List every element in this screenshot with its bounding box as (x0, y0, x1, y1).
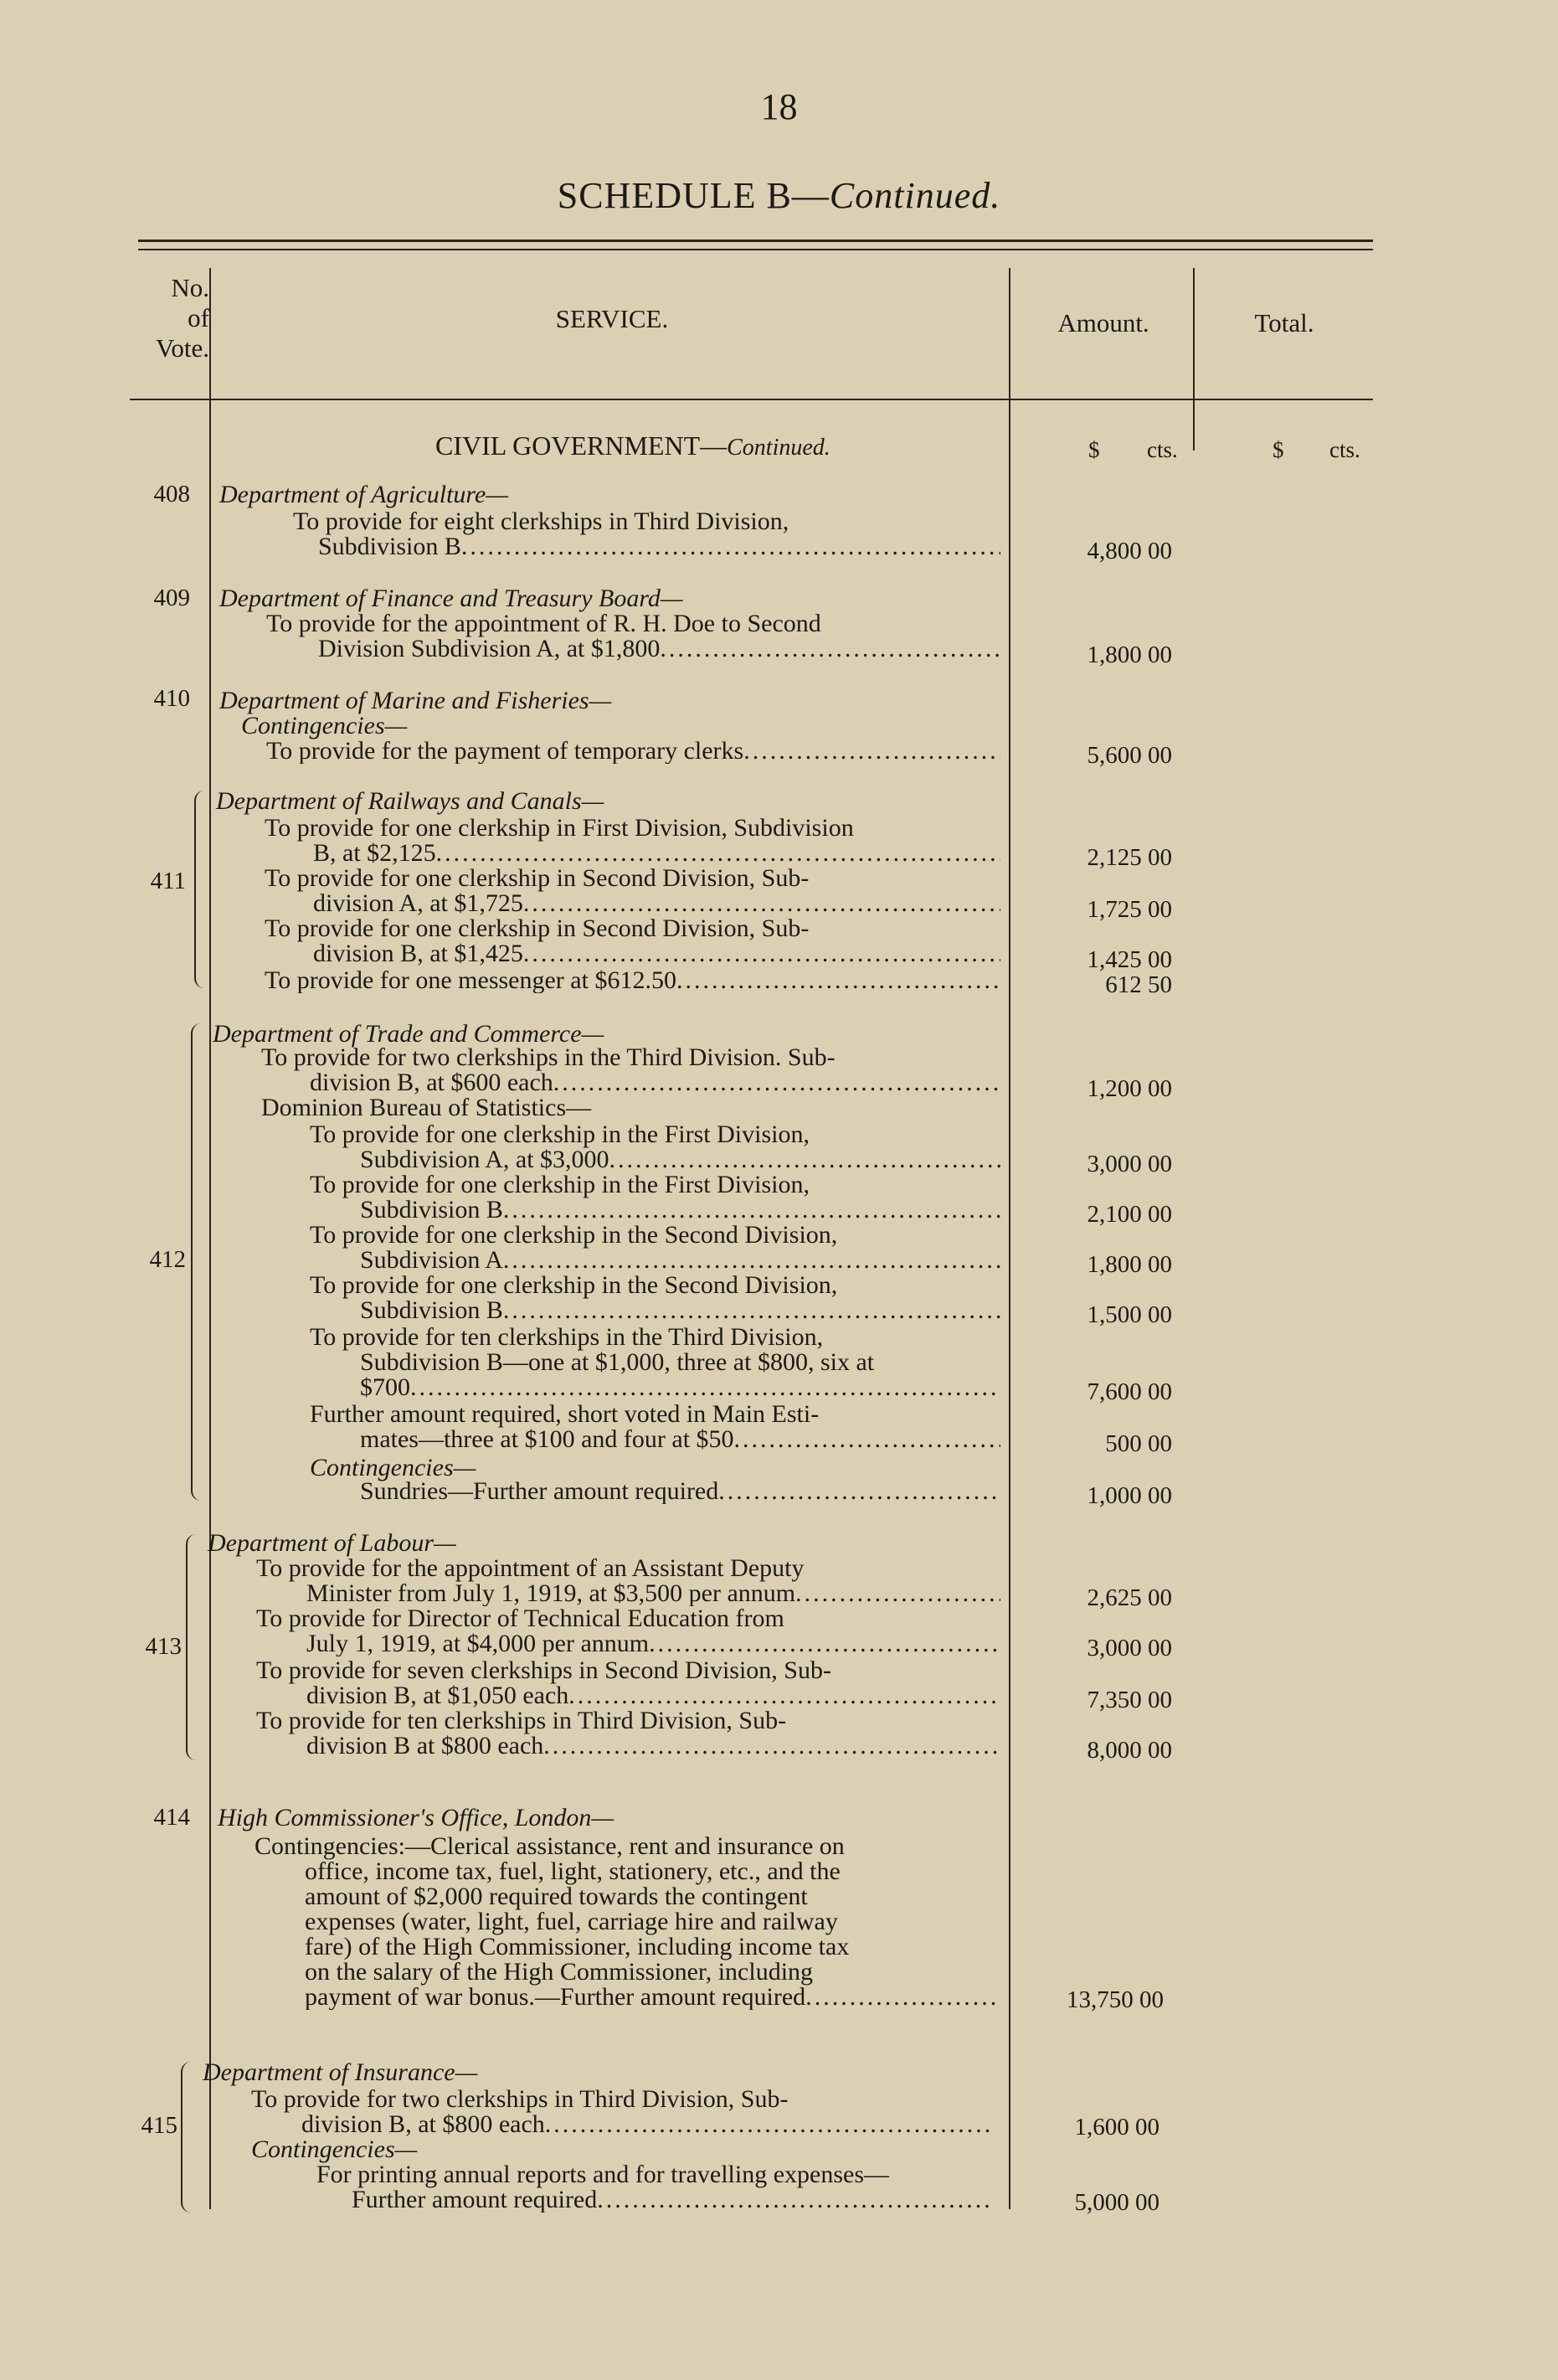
service-line: To provide for one clerkship in the Second Division, (310, 1271, 838, 1299)
service-line-text: To provide for the payment of temporary clerks (266, 739, 744, 764)
header-total: Total. (1254, 308, 1314, 337)
dot-leader (461, 534, 1000, 559)
amount-value: 612 50 (1105, 971, 1172, 998)
service-line-leader (305, 1985, 1000, 2010)
dot-leader (676, 968, 1000, 993)
vote-brace (194, 791, 204, 988)
dot-leader (660, 636, 1000, 662)
section-title (435, 430, 830, 461)
service-line-text: division B at $800 each (306, 1733, 544, 1759)
service-line: To provide for two clerkships in Third Division, Sub- (251, 2085, 789, 2113)
service-line: fare) of the High Commissioner, including income tax (305, 1933, 850, 1960)
service-line: To provide for ten clerkships in the Third Division, (310, 1323, 824, 1351)
service-line: To provide for one clerkship in Second Division, Sub- (265, 864, 810, 892)
service-line: expenses (water, light, fuel, carriage hire and railway (305, 1908, 838, 1935)
service-line: To provide for one clerkship in the First Division, (310, 1120, 810, 1148)
department-heading: Department of Agriculture— (219, 481, 508, 508)
amount-value: 1,725 00 (1087, 896, 1172, 923)
service-line-leader (301, 2112, 992, 2137)
service-line-leader (313, 891, 1000, 916)
amount-value: 2,100 00 (1087, 1201, 1172, 1228)
service-line-text: division B, at $1,050 each (306, 1683, 569, 1708)
department-heading: Department of Finance and Treasury Board— (219, 585, 683, 612)
dot-leader (743, 739, 1000, 764)
service-line-leader (360, 1248, 1000, 1273)
dot-leader (568, 1683, 1000, 1708)
service-line-leader (310, 1070, 1000, 1095)
department-heading: Department of Trade and Commerce— (213, 1020, 604, 1048)
department-heading: Department of Labour— (208, 1529, 456, 1557)
vote-number: 411 (150, 868, 186, 894)
service-line: To provide for eight clerkships in Third Division, (293, 507, 789, 535)
dot-leader (649, 1631, 1000, 1656)
amount-value: 1,000 00 (1087, 1482, 1172, 1509)
service-line: Contingencies:—Clerical assistance, rent and insurance on (255, 1832, 845, 1860)
amount-value: 1,800 00 (1087, 1251, 1172, 1278)
service-line: To provide for one clerkship in the First Division, (310, 1171, 810, 1198)
service-line: office, income tax, fuel, light, stationery, etc., and the (305, 1857, 841, 1885)
service-line-leader (360, 1298, 1000, 1323)
page-title (0, 174, 1558, 217)
page-title-italic: Continued. (829, 175, 1001, 216)
vote-brace (186, 1534, 196, 1760)
dot-leader (503, 1248, 1000, 1273)
dot-leader (436, 841, 1000, 866)
vote-number: 415 (141, 2112, 177, 2139)
service-line-text: July 1, 1919, at $4,000 per annum (306, 1631, 650, 1656)
service-line-text: division A, at $1,725 (313, 891, 523, 916)
vote-brace (181, 2062, 191, 2213)
service-line-text: payment of war bonus.—Further amount required (305, 1985, 806, 2010)
amount-value: 1,425 00 (1087, 946, 1172, 973)
service-line-leader (313, 941, 1000, 966)
service-line: To provide for one clerkship in First Division, Subdivision (265, 814, 854, 842)
amount-value: 4,800 00 (1087, 538, 1172, 564)
dot-leader (597, 2187, 992, 2213)
header-amount: Amount. (1057, 308, 1149, 337)
service-line: Dominion Bureau of Statistics— (261, 1094, 592, 1121)
dot-leader (805, 1985, 1000, 2010)
service-line: To provide for two clerkships in the Third Division. Sub- (261, 1043, 836, 1071)
vote-number: 412 (149, 1246, 186, 1273)
dot-leader (545, 2112, 992, 2137)
amount-value: 13,750 00 (1067, 1986, 1164, 2013)
subheading: Contingencies— (310, 1454, 476, 1481)
dot-leader (410, 1375, 1000, 1400)
service-line-leader (318, 636, 1000, 662)
header-service: SERVICE. (555, 304, 669, 333)
department-heading: High Commissioner's Office, London— (218, 1804, 614, 1831)
header-no-line2: of (188, 303, 209, 332)
department-heading: Department of Marine and Fisheries— (219, 687, 612, 714)
amount-value: 7,350 00 (1087, 1687, 1172, 1713)
vote-number: 409 (153, 585, 190, 611)
service-line-leader (318, 534, 1000, 559)
top-rule-2 (138, 249, 1373, 250)
amount-value: 1,200 00 (1087, 1075, 1172, 1102)
amount-value: 500 00 (1105, 1430, 1172, 1457)
subheading: Contingencies— (251, 2135, 418, 2163)
service-line-text: Subdivision B (360, 1198, 503, 1223)
service-line: To provide for the appointment of R. H. Doe to Second (266, 610, 821, 637)
dot-leader (523, 891, 1000, 916)
dot-leader (718, 1479, 1000, 1504)
dot-leader (553, 1070, 1000, 1095)
section-title-italic: Continued. (727, 435, 830, 461)
service-line-leader (306, 1683, 1000, 1708)
service-line-leader (306, 1581, 1000, 1606)
service-line-leader (306, 1631, 1000, 1656)
dot-leader (543, 1733, 1000, 1759)
service-line-leader (360, 1375, 1000, 1400)
vote-number: 413 (145, 1633, 182, 1660)
service-line: For printing annual reports and for travelling expenses— (316, 2161, 889, 2188)
department-heading: Department of Insurance— (203, 2058, 478, 2086)
col-divider-vote (209, 268, 211, 2209)
service-line: Further amount required, short voted in Main Esti- (310, 1400, 820, 1428)
service-line-text: mates—three at $100 and four at $50 (360, 1427, 734, 1452)
service-line-leader (265, 968, 1000, 993)
service-line-leader (360, 1147, 1000, 1172)
vote-number: 414 (153, 1804, 190, 1831)
service-line-leader (360, 1479, 1000, 1504)
amount-cents-label: cts. (1147, 437, 1178, 462)
amount-value: 3,000 00 (1087, 1635, 1172, 1661)
header-no-line1: No. (171, 273, 209, 302)
dot-leader (609, 1147, 1000, 1172)
amount-value: 8,000 00 (1087, 1737, 1172, 1764)
amount-value: 3,000 00 (1087, 1151, 1172, 1177)
service-line-text: division B, at $600 each (310, 1070, 553, 1095)
department-heading: Department of Railways and Canals— (216, 787, 604, 815)
service-line-leader (266, 739, 1000, 764)
service-line-text: Division Subdivision A, at $1,800 (318, 636, 661, 662)
dot-leader (795, 1581, 1000, 1606)
amount-value: 7,600 00 (1087, 1378, 1172, 1405)
service-line-text: $700 (360, 1375, 410, 1400)
amount-value: 5,000 00 (1074, 2189, 1160, 2216)
top-rule-1 (138, 240, 1373, 242)
vote-brace (191, 1023, 201, 1501)
service-line-text: Subdivision B (318, 534, 461, 559)
service-line: Subdivision B—one at $1,000, three at $800, six at (360, 1348, 875, 1376)
amount-dollar-label: $ (1088, 437, 1100, 462)
service-line: To provide for the appointment of an Assistant Deputy (256, 1554, 805, 1582)
section-title-main: CIVIL GOVERNMENT— (435, 430, 728, 461)
amount-value: 5,600 00 (1087, 742, 1172, 769)
service-line-text: B, at $2,125 (313, 841, 436, 866)
col-divider-amount (1193, 268, 1195, 451)
service-line-text: Further amount required (352, 2187, 598, 2213)
dot-leader (503, 1198, 1000, 1223)
service-line-leader (360, 1198, 1000, 1223)
header-vote-no (126, 273, 209, 363)
service-line-leader (306, 1733, 1000, 1759)
service-line: To provide for one clerkship in the Second Division, (310, 1221, 838, 1249)
amount-value: 1,800 00 (1087, 641, 1172, 668)
service-line: To provide for Director of Technical Education from (256, 1605, 784, 1632)
service-line-text: Sundries—Further amount required (360, 1479, 719, 1504)
total-cents-label: cts. (1329, 437, 1360, 462)
total-dollar-label: $ (1273, 437, 1284, 462)
service-line-text: Minister from July 1, 1919, at $3,500 per annum (306, 1581, 796, 1606)
page-title-main: SCHEDULE B— (557, 175, 830, 216)
amount-value: 2,125 00 (1087, 844, 1172, 871)
subheading: Contingencies— (241, 712, 408, 739)
service-line: on the salary of the High Commissioner, including (305, 1958, 814, 1986)
page-number: 18 (760, 86, 798, 127)
vote-number: 410 (153, 685, 190, 712)
service-line-text: Subdivision A, at $3,000 (360, 1147, 609, 1172)
service-line-text: division B, at $800 each (301, 2112, 545, 2137)
service-line: To provide for one clerkship in Second Division, Sub- (265, 914, 810, 942)
dot-leader (503, 1298, 1000, 1323)
service-line-leader (313, 841, 1000, 866)
service-line-text: Subdivision B (360, 1298, 503, 1323)
service-line-text: To provide for one messenger at $612.50 (265, 968, 676, 993)
vote-number: 408 (153, 481, 190, 507)
dot-leader (734, 1427, 1000, 1452)
header-rule (130, 399, 1373, 400)
amount-value: 1,600 00 (1074, 2114, 1160, 2140)
service-line-leader (352, 2187, 992, 2213)
header-no-line3: Vote. (155, 333, 209, 363)
service-line: amount of $2,000 required towards the contingent (305, 1883, 808, 1910)
dot-leader (523, 941, 1000, 966)
service-line: To provide for ten clerkships in Third Division, Sub- (256, 1707, 787, 1734)
amount-value: 2,625 00 (1087, 1584, 1172, 1611)
service-line-text: division B, at $1,425 (313, 941, 523, 966)
service-line-text: Subdivision A (360, 1248, 503, 1273)
service-line: To provide for seven clerkships in Second Division, Sub- (256, 1656, 831, 1684)
amount-value: 1,500 00 (1087, 1301, 1172, 1328)
service-line-leader (360, 1427, 1000, 1452)
